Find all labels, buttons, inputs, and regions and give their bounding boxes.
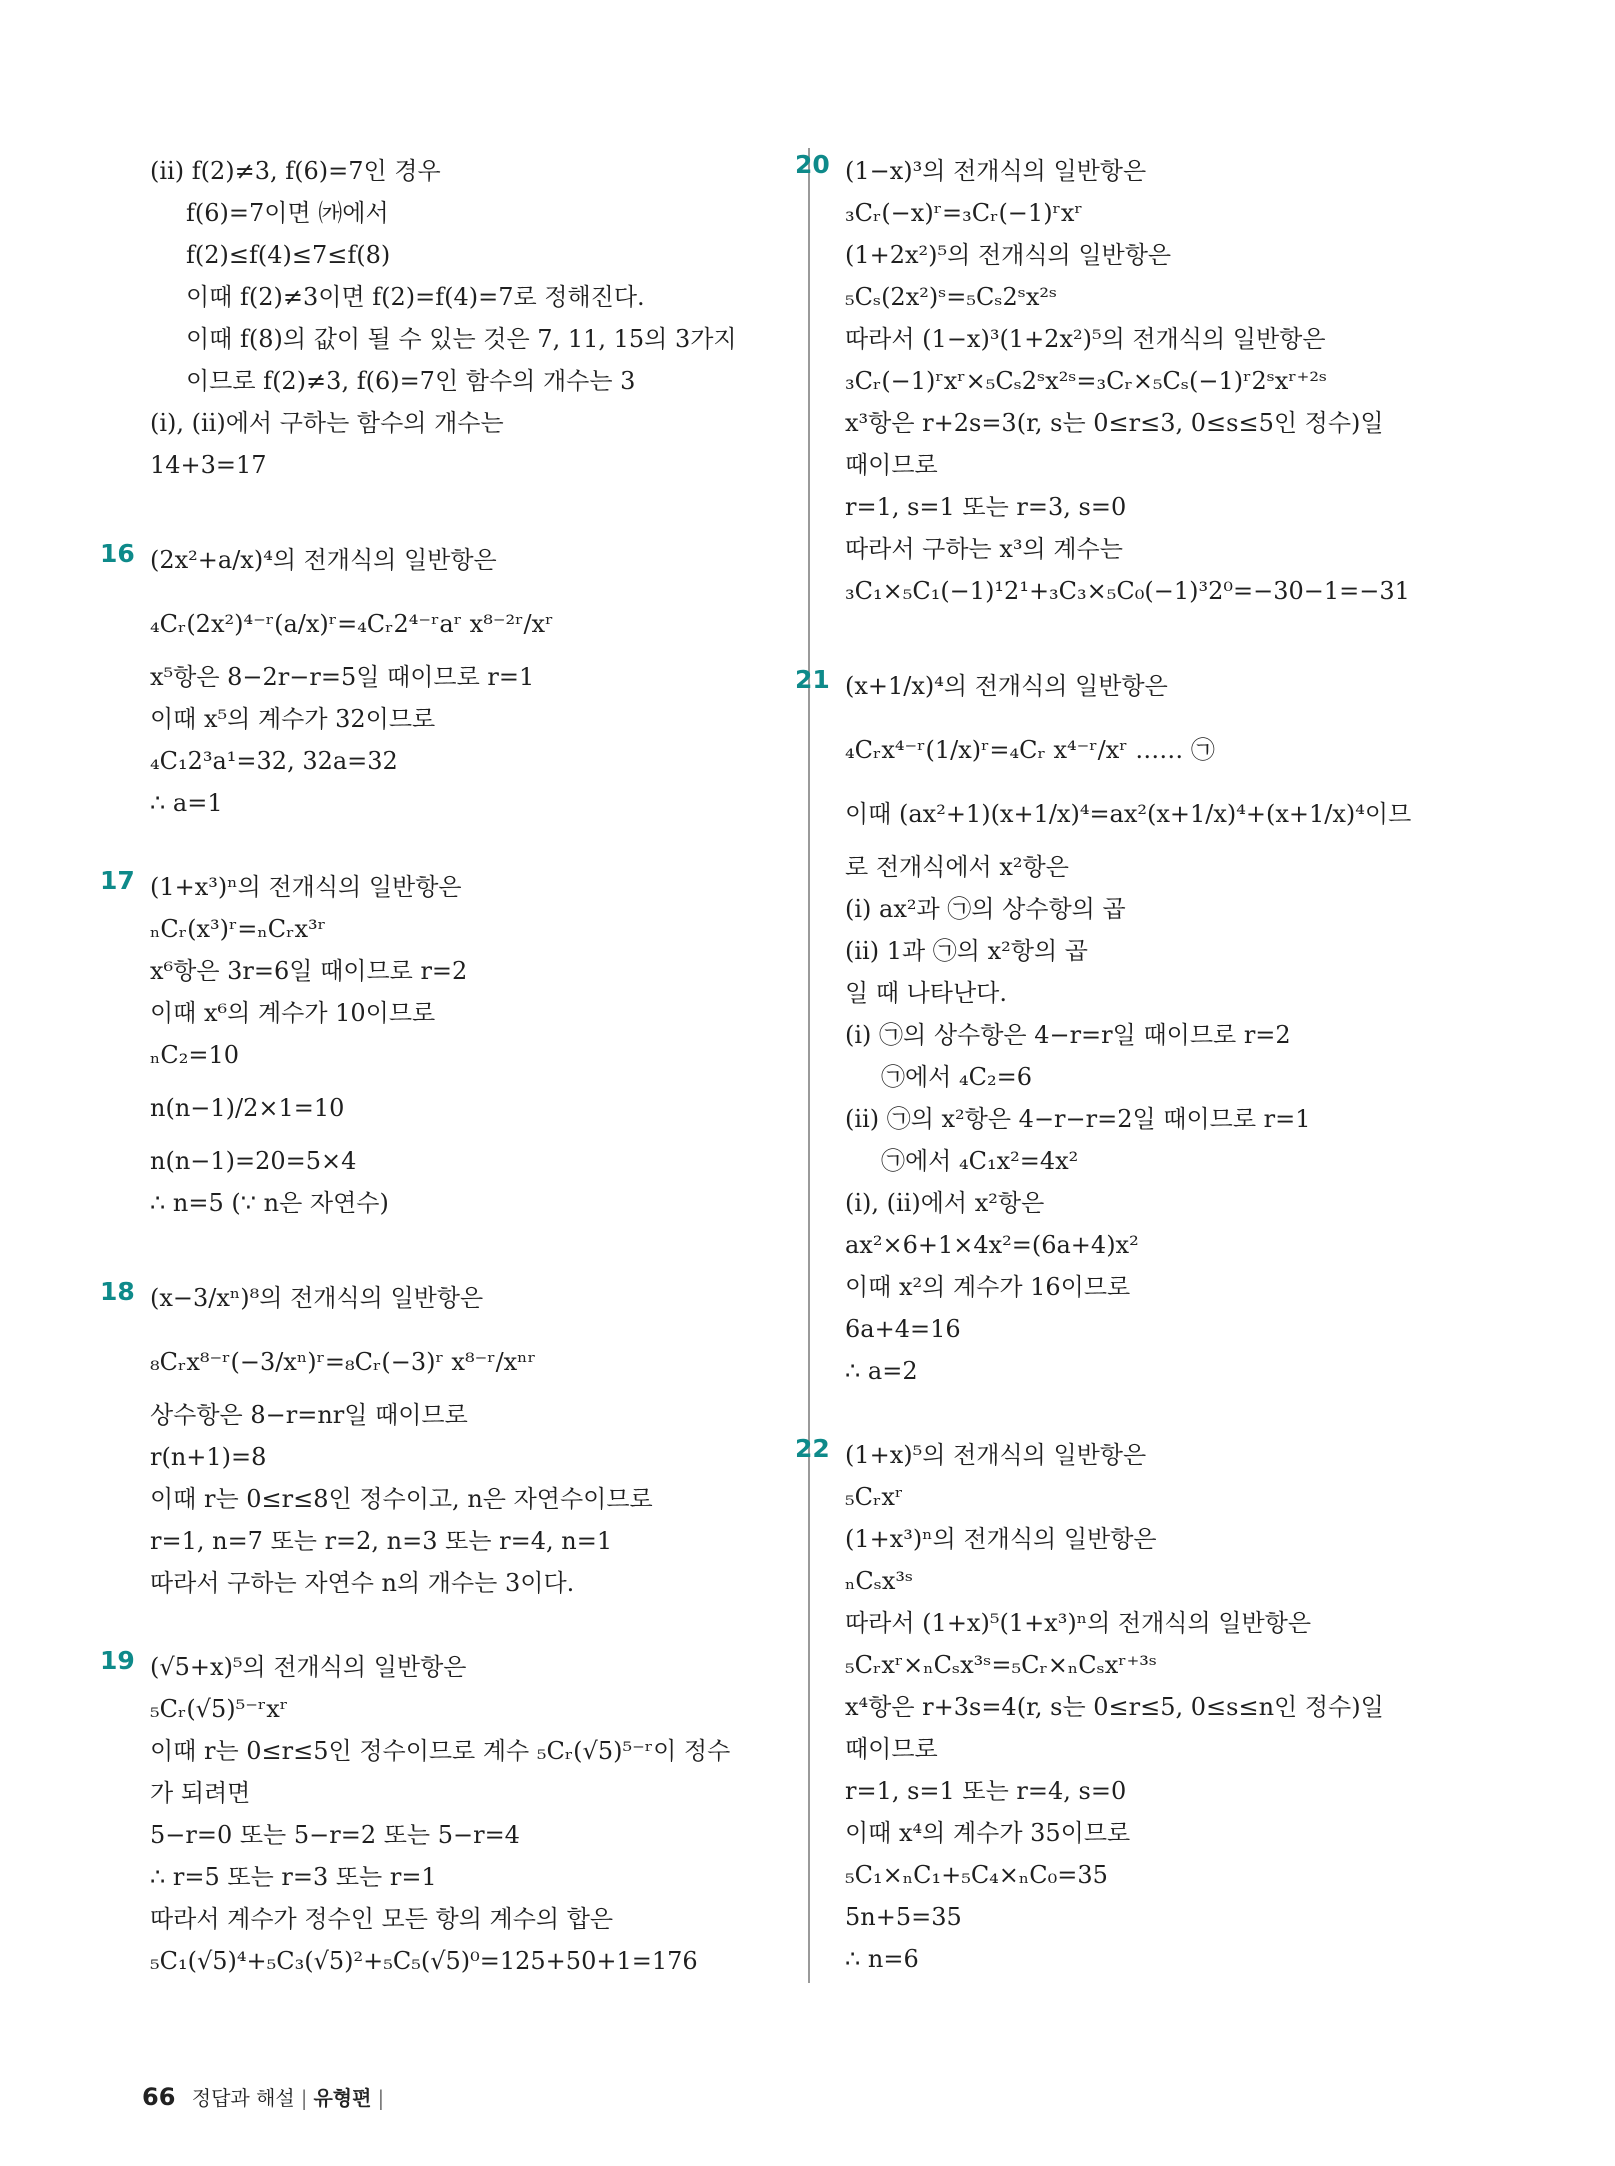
solution-line: 5n+5=35 [845,1903,962,1931]
problem-16 [100,528,790,824]
footer-section: 정답과 해설 [191,2086,295,2110]
solution-line: ax²×6+1×4x²=(6a+4)x² [845,1231,1139,1259]
problem-number: 22 [795,1434,830,1463]
solution-line: n(n−1)/2×1=10 [150,1094,345,1122]
solution-line: ₄Cᵣx⁴⁻ʳ(1/x)ʳ=₄Cᵣ x⁴⁻ʳ/xʳ …… ㉠ [845,736,1215,764]
solution-line: ₄Cᵣ(2x²)⁴⁻ʳ(a/x)ʳ=₄Cᵣ2⁴⁻ʳaʳ x⁸⁻²ʳ/xʳ [150,610,554,638]
right-column [795,150,1485,1980]
solution-line: r=1, s=1 또는 r=3, s=0 [845,493,1127,521]
solution-line: 이때 f(8)의 값이 될 수 있는 것은 7, 11, 15의 3가지 [186,325,737,353]
solution-line: x⁴항은 r+3s=4(r, s는 0≤r≤5, 0≤s≤n인 정수)일 [845,1693,1384,1721]
problem-number: 21 [795,665,830,694]
solution-line: (x+1/x)⁴의 전개식의 일반항은 [845,672,1168,700]
solution-line: ₅Cᵣ(√5)⁵⁻ʳxʳ [150,1695,289,1723]
problem-17 [100,866,790,1224]
solution-line: 이때 x⁴의 계수가 35이므로 [845,1819,1131,1847]
solution-line: (√5+x)⁵의 전개식의 일반항은 [150,1653,467,1681]
left-column [100,150,790,1982]
footer-part: 유형편 [313,2086,372,2110]
solution-line: (1+x³)ⁿ의 전개식의 일반항은 [150,873,462,901]
solution-line: ₃Cᵣ(−1)ʳxʳ×₅Cₛ2ˢx²ˢ=₃Cᵣ×₅Cₛ(−1)ʳ2ˢxʳ⁺²ˢ [845,367,1328,395]
solution-line: 5−r=0 또는 5−r=2 또는 5−r=4 [150,1821,520,1849]
solution-line: ₙCᵣ(x³)ʳ=ₙCᵣx³ʳ [150,915,326,943]
solution-line: (1−x)³의 전개식의 일반항은 [845,157,1147,185]
solution-line: (ⅱ) ㉠의 x²항은 4−r−r=2일 때이므로 r=1 [845,1105,1311,1133]
problem-20 [795,150,1485,612]
solution-line: (ⅰ) ㉠의 상수항은 4−r=r일 때이므로 r=2 [845,1021,1291,1049]
solution-line: (1+2x²)⁵의 전개식의 일반항은 [845,241,1172,269]
solution-line: f(2)≤f(4)≤7≤f(8) [186,241,391,269]
solution-line: 14+3=17 [150,451,267,479]
solution-line: 이때 (ax²+1)(x+1/x)⁴=ax²(x+1/x)⁴+(x+1/x)⁴이므 [845,800,1412,828]
solution-line: ₃Cᵣ(−x)ʳ=₃Cᵣ(−1)ʳxʳ [845,199,1083,227]
solution-line: ₅Cᵣxʳ×ₙCₛx³ˢ=₅Cᵣ×ₙCₛxʳ⁺³ˢ [845,1651,1157,1679]
problem-number: 17 [100,866,135,895]
solution-line: ₈Cᵣx⁸⁻ʳ(−3/xⁿ)ʳ=₈Cᵣ(−3)ʳ x⁸⁻ʳ/xⁿʳ [150,1348,536,1376]
solution-line: 이때 x²의 계수가 16이므로 [845,1273,1131,1301]
solution-line: ∴ a=2 [845,1357,918,1385]
solution-line: ㉠에서 ₄C₁x²=4x² [881,1147,1079,1175]
solution-line: ∴ r=5 또는 r=3 또는 r=1 [150,1863,437,1891]
solution-line: (1+x³)ⁿ의 전개식의 일반항은 [845,1525,1157,1553]
solution-line: (ⅱ) 1과 ㉠의 x²항의 곱 [845,937,1088,965]
solution-line: 따라서 (1+x)⁵(1+x³)ⁿ의 전개식의 일반항은 [845,1609,1312,1637]
solution-line: n(n−1)=20=5×4 [150,1147,357,1175]
solution-line: 따라서 구하는 x³의 계수는 [845,535,1123,563]
problem-number: 18 [100,1277,135,1306]
solution-line: ₅Cᵣxʳ [845,1483,904,1511]
solution-line: 이때 r는 0≤r≤5인 정수이므로 계수 ₅Cᵣ(√5)⁵⁻ʳ이 정수 [150,1737,731,1765]
solution-line: ₅C₁(√5)⁴+₅C₃(√5)²+₅C₅(√5)⁰=125+50+1=176 [150,1947,698,1975]
solution-line: ₅C₁×ₙC₁+₅C₄×ₙC₀=35 [845,1861,1108,1889]
solution-line: 일 때 나타난다. [845,979,1007,1007]
solution-line: 로 전개식에서 x²항은 [845,853,1069,881]
solution-line: 상수항은 8−r=nr일 때이므로 [150,1401,468,1429]
solution-line: (ⅱ) f(2)≠3, f(6)=7인 경우 [150,157,441,185]
solution-line: ∴ n=6 [845,1945,919,1973]
solution-line: x⁶항은 3r=6일 때이므로 r=2 [150,957,468,985]
footer-separator: | [377,2086,385,2110]
solution-line: 따라서 계수가 정수인 모든 항의 계수의 합은 [150,1905,614,1933]
solution-line: 때이므로 [845,451,938,479]
column-divider [808,148,810,1983]
solution-line: 따라서 (1−x)³(1+2x²)⁵의 전개식의 일반항은 [845,325,1326,353]
solution-line: 이때 x⁶의 계수가 10이므로 [150,999,436,1027]
solution-line: (ⅰ), (ⅱ)에서 x²항은 [845,1189,1045,1217]
solution-line: (1+x)⁵의 전개식의 일반항은 [845,1441,1147,1469]
footer-separator: | [300,2086,308,2110]
solution-line: 이때 x⁵의 계수가 32이므로 [150,705,436,733]
solution-line: ㉠에서 ₄C₂=6 [881,1063,1032,1091]
solution-line: ₙC₂=10 [150,1041,240,1069]
problem-21 [795,654,1485,1392]
solution-line: 가 되려면 [150,1779,251,1807]
problem-19 [100,1646,790,1982]
solution-line: ∴ a=1 [150,789,223,817]
solution-line: r=1, n=7 또는 r=2, n=3 또는 r=4, n=1 [150,1527,613,1555]
solution-line: 따라서 구하는 자연수 n의 개수는 3이다. [150,1569,575,1597]
solution-line: 이므로 f(2)≠3, f(6)=7인 함수의 개수는 3 [186,367,636,395]
problem-18 [100,1266,790,1604]
solution-line: (ⅰ) ax²과 ㉠의 상수항의 곱 [845,895,1126,923]
solution-line: x⁵항은 8−2r−r=5일 때이므로 r=1 [150,663,535,691]
solution-line: f(6)=7이면 ㈎에서 [186,199,389,227]
solution-line: 이때 f(2)≠3이면 f(2)=f(4)=7로 정해진다. [186,283,645,311]
page-number: 66 [142,2083,176,2111]
problem-number: 19 [100,1646,135,1675]
problem-number: 16 [100,539,135,568]
solution-line: r(n+1)=8 [150,1443,267,1471]
solution-line: x³항은 r+2s=3(r, s는 0≤r≤3, 0≤s≤5인 정수)일 [845,409,1384,437]
solution-line: (x−3/xⁿ)⁸의 전개식의 일반항은 [150,1284,484,1312]
solution-line: 이때 r는 0≤r≤8인 정수이고, n은 자연수이므로 [150,1485,653,1513]
solution-line: 때이므로 [845,1735,938,1763]
solution-line: r=1, s=1 또는 r=4, s=0 [845,1777,1127,1805]
solution-line: ₙCₛx³ˢ [845,1567,914,1595]
page-footer [142,2082,390,2111]
solution-line: ₅Cₛ(2x²)ˢ=₅Cₛ2ˢx²ˢ [845,283,1058,311]
solution-line: (2x²+a/x)⁴의 전개식의 일반항은 [150,546,497,574]
problem-22 [795,1434,1485,1980]
solution-line: ₃C₁×₅C₁(−1)¹2¹+₃C₃×₅C₀(−1)³2⁰=−30−1=−31 [845,577,1410,605]
problem-number: 20 [795,150,830,179]
solution-line: ₄C₁2³a¹=32, 32a=32 [150,747,398,775]
solution-line: ∴ n=5 (∵ n은 자연수) [150,1189,389,1217]
solution-line: 6a+4=16 [845,1315,961,1343]
solution-line: (ⅰ), (ⅱ)에서 구하는 함수의 개수는 [150,409,504,437]
